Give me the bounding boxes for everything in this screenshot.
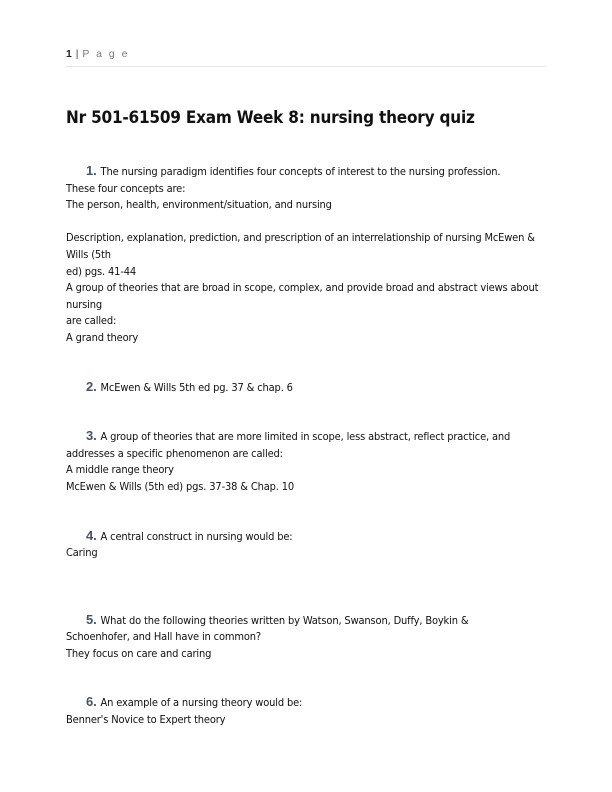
question-4 xyxy=(66,528,548,562)
header-separator: | xyxy=(75,48,79,60)
answer-line: A grand theory xyxy=(66,330,139,344)
question-number: 1. xyxy=(86,163,97,178)
answer-line: addresses a specific phenomenon are called: xyxy=(66,446,283,460)
question-number: 3. xyxy=(86,428,97,444)
answer-line: ed) pgs. 41-44 xyxy=(66,264,137,278)
question-text: An example of a nursing theory would be: xyxy=(100,696,303,710)
page-label: P a g e xyxy=(82,48,130,60)
page-number: 1 xyxy=(66,48,73,60)
question-text: McEwen & Wills 5th ed pg. 37 & chap. 6 xyxy=(100,380,293,394)
answer-line: Schoenhofer, and Hall have in common? xyxy=(66,630,261,644)
blank-line xyxy=(66,214,548,231)
question-text: What do the following theories written by Watson, Swanson, Duffy, Boykin & xyxy=(100,613,469,627)
question-text: The nursing paradigm identifies four concepts of interest to the nursing profession. xyxy=(100,165,501,178)
question-2 xyxy=(66,379,548,397)
answer-line: A middle range theory xyxy=(66,463,174,477)
question-text: A central construct in nursing would be: xyxy=(100,529,293,543)
document-title: Nr 501-61509 Exam Week 8: nursing theory quiz xyxy=(66,108,475,128)
question-3 xyxy=(66,428,548,495)
question-5 xyxy=(66,612,548,663)
answer-line: Benner's Novice to Expert theory xyxy=(66,713,226,727)
answer-line: McEwen & Wills (5th ed) pgs. 37-38 & Chap. 10 xyxy=(66,479,295,493)
answer-line: The person, health, environment/situation, and nursing xyxy=(66,198,332,212)
answer-line: A group of theories that are broad in scope, complex, and provide broad and abstract views about nursing xyxy=(66,281,539,311)
question-number: 6. xyxy=(86,694,97,710)
question-1 xyxy=(66,163,548,347)
page-header xyxy=(66,48,546,67)
answer-line: They focus on care and caring xyxy=(66,646,212,660)
question-text: A group of theories that are more limited in scope, less abstract, reflect practice, and xyxy=(100,430,511,444)
answer-line: Caring xyxy=(66,546,98,560)
question-number: 5. xyxy=(86,611,97,627)
quiz-content xyxy=(66,163,548,729)
answer-line: These four concepts are: xyxy=(66,181,186,195)
answer-line: are called: xyxy=(66,314,117,328)
answer-line: Description, explanation, prediction, and prescription of an interrelationship of nursing McEwen & Wills (5th xyxy=(66,231,535,261)
question-number: 4. xyxy=(86,527,97,543)
question-6 xyxy=(66,694,548,728)
question-number: 2. xyxy=(86,378,97,394)
